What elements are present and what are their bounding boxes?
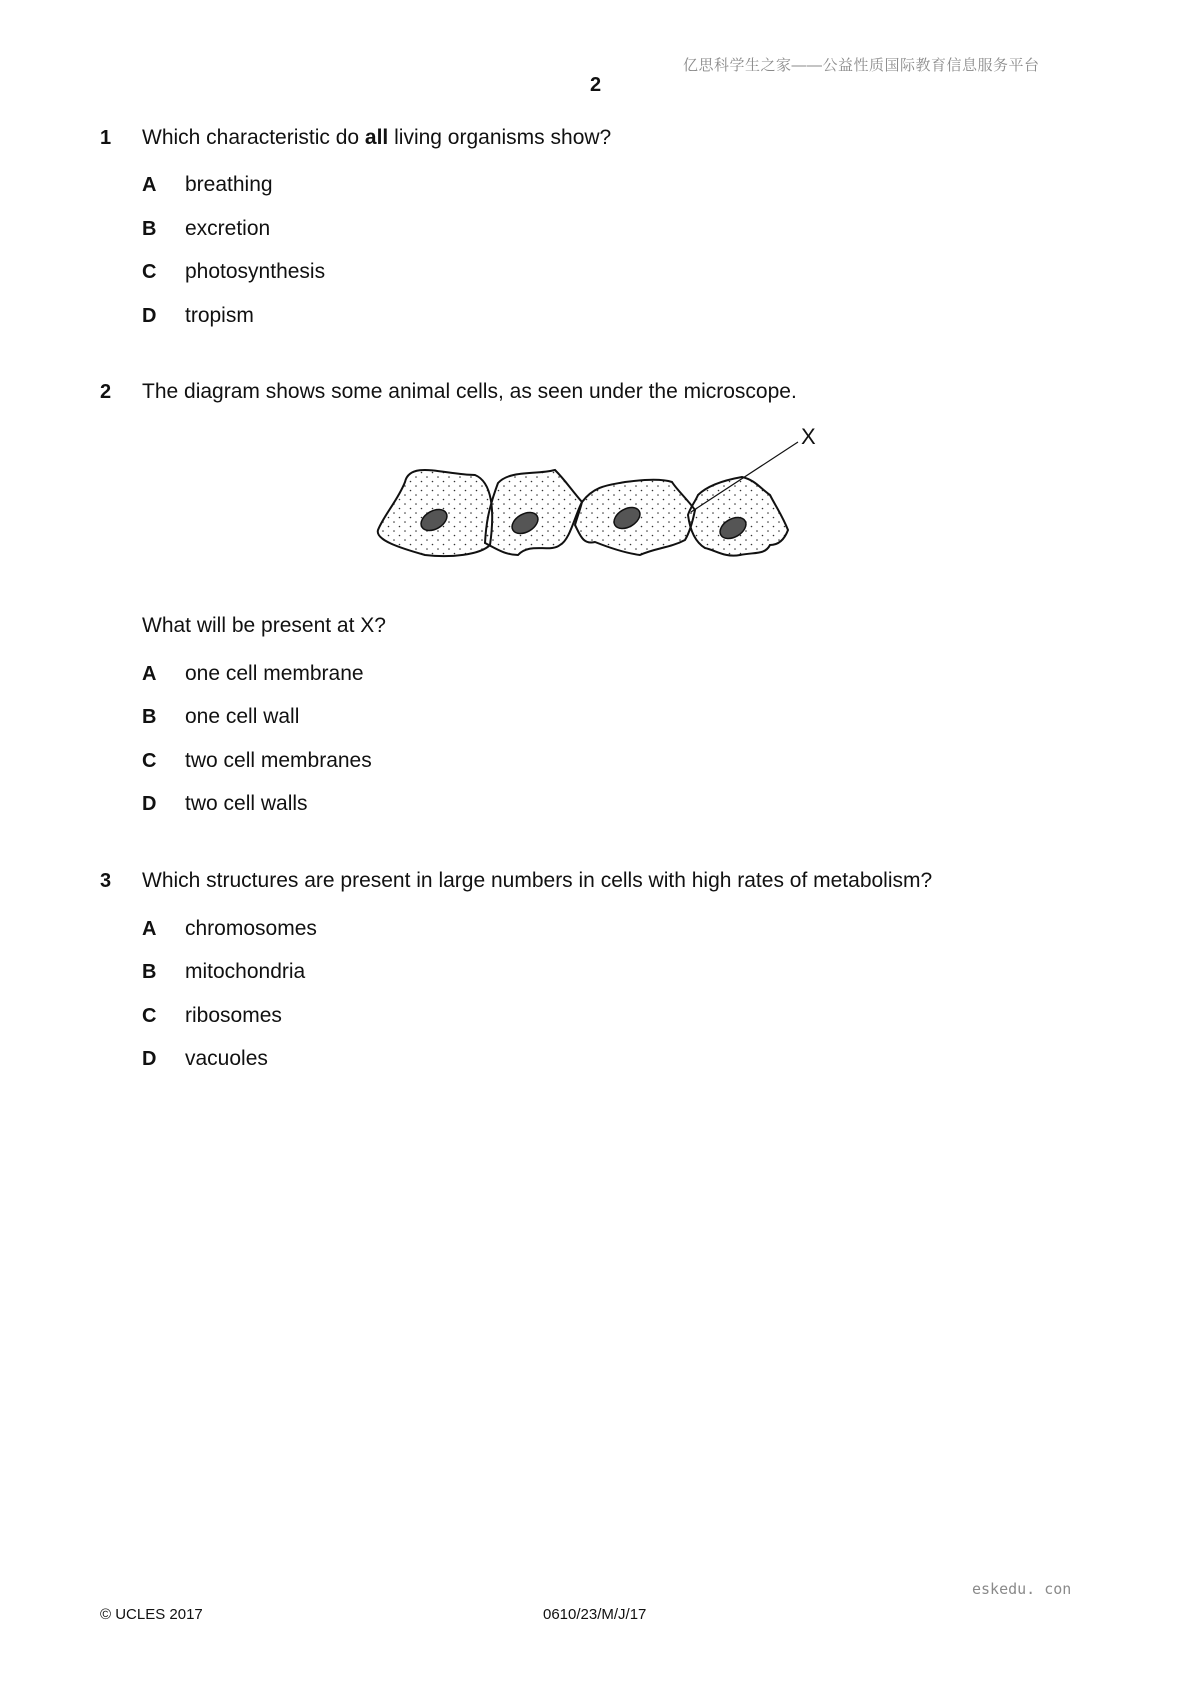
question-1-option-b-text: excretion [185, 217, 271, 240]
cell-4 [688, 477, 788, 556]
question-2-option-d-letter: D [142, 793, 157, 815]
question-3-text: Which structures are present in large numbers in cells with high rates of metabolism? [142, 869, 933, 892]
question-2-option-c-text: two cell membranes [185, 749, 372, 772]
question-3-option-a-text: chromosomes [185, 917, 317, 940]
footer-paper-code: 0610/23/M/J/17 [543, 1606, 647, 1623]
question-2-number: 2 [100, 381, 112, 403]
question-3-option-d-letter: D [142, 1048, 157, 1070]
question-3-option-c-text: ribosomes [185, 1004, 282, 1027]
question-2-text: The diagram shows some animal cells, as seen under the microscope. [142, 380, 797, 403]
question-1-number: 1 [100, 127, 112, 149]
question-2-option-b-text: one cell wall [185, 705, 300, 728]
animal-cells-diagram [370, 424, 816, 595]
question-1-text-end: living organisms show? [388, 126, 612, 149]
footer-watermark: eskedu. con [972, 1580, 1072, 1598]
question-3-number: 3 [100, 870, 112, 892]
question-1-option-d-letter: D [142, 305, 157, 327]
question-3-option-a-letter: A [142, 918, 157, 940]
question-1-text-start: Which characteristic do [142, 126, 365, 149]
question-2-option-c-letter: C [142, 750, 157, 772]
question-3-option-c-letter: C [142, 1005, 157, 1027]
page-number: 2 [590, 74, 602, 96]
question-1-emphasis: all [364, 126, 389, 149]
question-1-option-d-text: tropism [185, 304, 254, 327]
question-1-option-b-letter: B [142, 218, 157, 240]
question-2-option-b-letter: B [142, 706, 157, 728]
label-x: X [801, 424, 816, 449]
question-3-option-b-letter: B [142, 961, 157, 983]
question-1-option-c-text: photosynthesis [185, 260, 326, 283]
question-2-option-a-text: one cell membrane [185, 662, 364, 685]
question-2-option-a-letter: A [142, 663, 157, 685]
header-watermark: 亿思科学生之家——公益性质国际教育信息服务平台 [683, 57, 1040, 74]
question-1-option-a-letter: A [142, 174, 157, 196]
question-1-text [142, 126, 611, 150]
footer-copyright: © UCLES 2017 [100, 1606, 203, 1623]
question-2-prompt: What will be present at X? [142, 614, 386, 637]
question-2-option-d-text: two cell walls [185, 792, 308, 815]
question-1-option-a-text: breathing [185, 173, 273, 196]
question-3-option-d-text: vacuoles [185, 1047, 268, 1070]
question-1-option-c-letter: C [142, 261, 157, 283]
question-3-option-b-text: mitochondria [185, 960, 306, 983]
